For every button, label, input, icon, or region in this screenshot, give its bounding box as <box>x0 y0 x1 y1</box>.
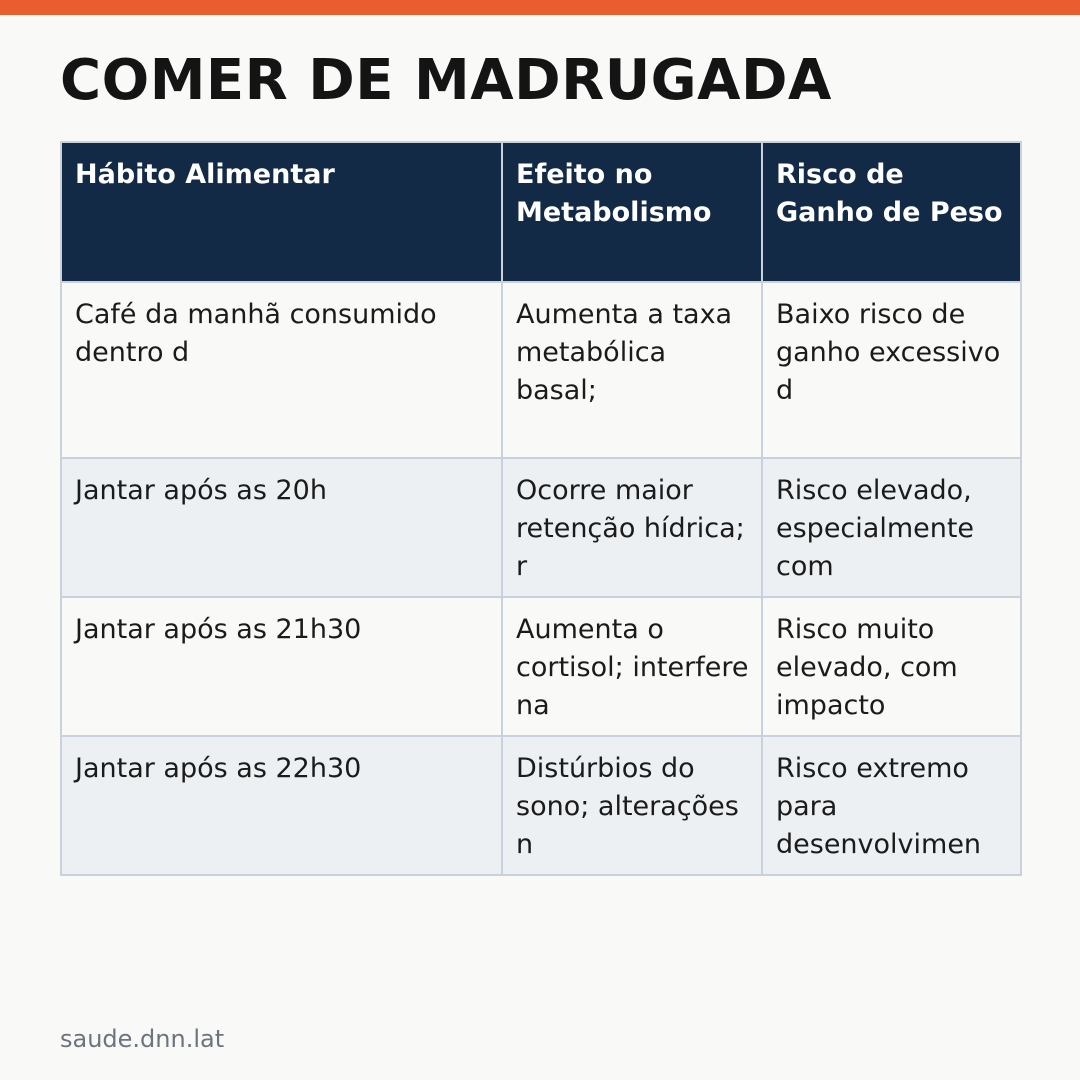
metabolism-effect-cell: Distúrbios do sono; alterações n <box>502 736 762 875</box>
column-header-metabolism-effect: Efeito no Metabolismo <box>502 142 762 282</box>
habits-table <box>60 141 1022 876</box>
table-header-row <box>61 142 1021 282</box>
table-row <box>61 282 1021 458</box>
page-title: COMER DE MADRUGADA <box>60 48 832 113</box>
habit-cell: Jantar após as 21h30 <box>61 597 502 736</box>
column-header-weight-gain-risk: Risco de Ganho de Peso <box>762 142 1021 282</box>
metabolism-effect-cell: Aumenta a taxa metabólica basal; <box>502 282 762 458</box>
habit-cell: Jantar após as 22h30 <box>61 736 502 875</box>
weight-gain-risk-cell: Risco muito elevado, com impacto <box>762 597 1021 736</box>
weight-gain-risk-cell: Baixo risco de ganho excessivo d <box>762 282 1021 458</box>
metabolism-effect-cell: Ocorre maior retenção hídrica; r <box>502 458 762 597</box>
table-row <box>61 597 1021 736</box>
weight-gain-risk-cell: Risco extremo para desenvolvimen <box>762 736 1021 875</box>
habit-cell: Café da manhã consumido dentro d <box>61 282 502 458</box>
table-row <box>61 458 1021 597</box>
top-accent-bar <box>0 0 1080 15</box>
column-header-habit: Hábito Alimentar <box>61 142 502 282</box>
footer-source: saude.dnn.lat <box>60 1025 225 1053</box>
weight-gain-risk-cell: Risco elevado, especialmente com <box>762 458 1021 597</box>
table-row <box>61 736 1021 875</box>
metabolism-effect-cell: Aumenta o cortisol; interfere na <box>502 597 762 736</box>
habit-cell: Jantar após as 20h <box>61 458 502 597</box>
